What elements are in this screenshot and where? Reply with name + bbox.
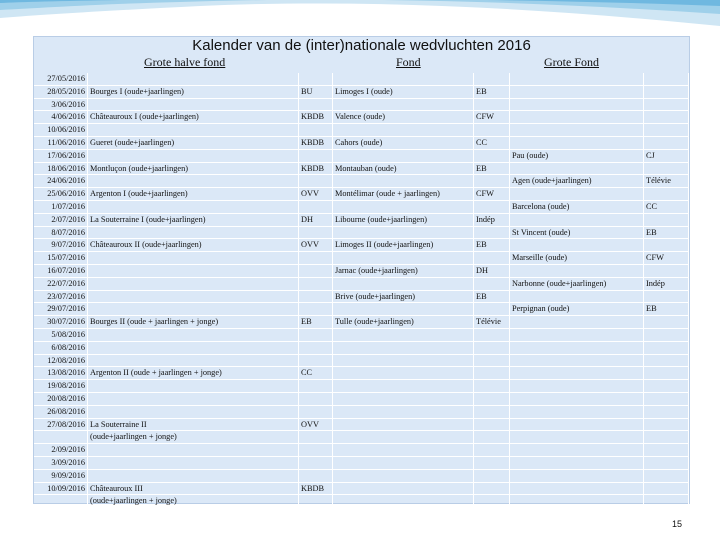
cell-grote-fond-organizer bbox=[644, 406, 689, 419]
cell-grote-fond-race: Agen (oude+jaarlingen) bbox=[510, 175, 644, 188]
cell-fond-organizer bbox=[474, 303, 510, 316]
cell-halve-fond-organizer bbox=[299, 406, 333, 419]
cell-grote-fond-organizer: CFW bbox=[644, 252, 689, 265]
cell-halve-fond-organizer bbox=[299, 278, 333, 291]
cell-grote-fond-organizer bbox=[644, 444, 689, 457]
cell-grote-fond-organizer: Indép bbox=[644, 278, 689, 291]
cell-halve-fond-organizer: EB bbox=[299, 316, 333, 329]
cell-fond-race bbox=[333, 278, 474, 291]
cell-fond-race bbox=[333, 201, 474, 214]
table-row bbox=[34, 214, 689, 227]
table-row bbox=[34, 73, 689, 86]
cell-halve-fond-organizer bbox=[299, 99, 333, 112]
cell-grote-fond-organizer bbox=[644, 316, 689, 329]
table-row bbox=[34, 431, 689, 444]
cell-fond-organizer bbox=[474, 355, 510, 368]
cell-fond-organizer: DH bbox=[474, 265, 510, 278]
cell-halve-fond-race: La Souterraine I (oude+jaarlingen) bbox=[88, 214, 299, 227]
cell-grote-fond-organizer: EB bbox=[644, 303, 689, 316]
cell-grote-fond-race: Marseille (oude) bbox=[510, 252, 644, 265]
cell-grote-fond-race bbox=[510, 291, 644, 304]
cell-halve-fond-race bbox=[88, 457, 299, 470]
cell-halve-fond-race: Argenton I (oude+jaarlingen) bbox=[88, 188, 299, 201]
cell-halve-fond-race bbox=[88, 252, 299, 265]
cell-halve-fond-race: (oude+jaarlingen + jonge) bbox=[88, 431, 299, 444]
cell-halve-fond-organizer: BU bbox=[299, 86, 333, 99]
cell-grote-fond-race: Narbonne (oude+jaarlingen) bbox=[510, 278, 644, 291]
cell-grote-fond-organizer: EB bbox=[644, 227, 689, 240]
cell-halve-fond-organizer: OVV bbox=[299, 239, 333, 252]
cell-date: 5/08/2016 bbox=[34, 329, 88, 342]
cell-fond-organizer: Indép bbox=[474, 214, 510, 227]
cell-fond-organizer bbox=[474, 367, 510, 380]
cell-grote-fond-organizer bbox=[644, 124, 689, 137]
cell-date: 30/07/2016 bbox=[34, 316, 88, 329]
table-row bbox=[34, 201, 689, 214]
table-row bbox=[34, 265, 689, 278]
cell-grote-fond-race bbox=[510, 99, 644, 112]
table-row bbox=[34, 239, 689, 252]
table-row bbox=[34, 124, 689, 137]
cell-date: 11/06/2016 bbox=[34, 137, 88, 150]
cell-fond-race: Montauban (oude) bbox=[333, 163, 474, 176]
cell-halve-fond-race bbox=[88, 278, 299, 291]
cell-grote-fond-race bbox=[510, 124, 644, 137]
cell-halve-fond-organizer: DH bbox=[299, 214, 333, 227]
cell-date: 23/07/2016 bbox=[34, 291, 88, 304]
cell-grote-fond-race bbox=[510, 470, 644, 483]
cell-halve-fond-race: Châteauroux III bbox=[88, 483, 299, 496]
cell-fond-race: Libourne (oude+jaarlingen) bbox=[333, 214, 474, 227]
cell-halve-fond-race: Châteauroux I (oude+jaarlingen) bbox=[88, 111, 299, 124]
cell-date: 13/08/2016 bbox=[34, 367, 88, 380]
cell-halve-fond-organizer bbox=[299, 380, 333, 393]
cell-date: 22/07/2016 bbox=[34, 278, 88, 291]
cell-fond-race bbox=[333, 175, 474, 188]
cell-halve-fond-race: Bourges I (oude+jaarlingen) bbox=[88, 86, 299, 99]
cell-halve-fond-race bbox=[88, 406, 299, 419]
cell-fond-organizer bbox=[474, 99, 510, 112]
cell-grote-fond-organizer bbox=[644, 111, 689, 124]
cell-fond-race bbox=[333, 252, 474, 265]
cell-fond-organizer: CFW bbox=[474, 188, 510, 201]
cell-grote-fond-organizer: CC bbox=[644, 201, 689, 214]
cell-grote-fond-race bbox=[510, 137, 644, 150]
table-row bbox=[34, 163, 689, 176]
cell-fond-organizer bbox=[474, 342, 510, 355]
cell-grote-fond-organizer bbox=[644, 239, 689, 252]
cell-fond-race: Montélimar (oude + jaarlingen) bbox=[333, 188, 474, 201]
cell-fond-race bbox=[333, 99, 474, 112]
cell-grote-fond-race bbox=[510, 214, 644, 227]
cell-fond-race bbox=[333, 470, 474, 483]
cell-grote-fond-race: St Vincent (oude) bbox=[510, 227, 644, 240]
cell-fond-organizer bbox=[474, 252, 510, 265]
cell-halve-fond-organizer bbox=[299, 342, 333, 355]
cell-halve-fond-organizer: KBDB bbox=[299, 163, 333, 176]
cell-date: 17/06/2016 bbox=[34, 150, 88, 163]
cell-grote-fond-organizer bbox=[644, 214, 689, 227]
cell-halve-fond-race bbox=[88, 380, 299, 393]
cell-fond-race bbox=[333, 150, 474, 163]
cell-fond-organizer bbox=[474, 444, 510, 457]
cell-fond-race bbox=[333, 303, 474, 316]
cell-halve-fond-organizer bbox=[299, 355, 333, 368]
cell-grote-fond-organizer bbox=[644, 367, 689, 380]
cell-fond-organizer bbox=[474, 431, 510, 444]
cell-halve-fond-organizer bbox=[299, 444, 333, 457]
cell-halve-fond-organizer bbox=[299, 329, 333, 342]
cell-fond-organizer bbox=[474, 227, 510, 240]
cell-date: 24/06/2016 bbox=[34, 175, 88, 188]
table-row bbox=[34, 111, 689, 124]
cell-fond-race bbox=[333, 406, 474, 419]
cell-halve-fond-organizer bbox=[299, 150, 333, 163]
cell-halve-fond-organizer bbox=[299, 124, 333, 137]
cell-grote-fond-organizer bbox=[644, 137, 689, 150]
cell-grote-fond-race bbox=[510, 380, 644, 393]
cell-halve-fond-race bbox=[88, 227, 299, 240]
cell-grote-fond-race bbox=[510, 86, 644, 99]
cell-grote-fond-race bbox=[510, 457, 644, 470]
cell-halve-fond-organizer: OVV bbox=[299, 419, 333, 432]
cell-grote-fond-race bbox=[510, 406, 644, 419]
cell-fond-organizer bbox=[474, 457, 510, 470]
table-row bbox=[34, 444, 689, 457]
cell-halve-fond-race: Gueret (oude+jaarlingen) bbox=[88, 137, 299, 150]
cell-halve-fond-race: Montluçon (oude+jaarlingen) bbox=[88, 163, 299, 176]
column-header-fond: Fond bbox=[396, 55, 421, 69]
cell-grote-fond-race bbox=[510, 355, 644, 368]
cell-halve-fond-race bbox=[88, 175, 299, 188]
cell-fond-organizer bbox=[474, 329, 510, 342]
cell-fond-organizer bbox=[474, 470, 510, 483]
cell-halve-fond-organizer: OVV bbox=[299, 188, 333, 201]
cell-date: 4/06/2016 bbox=[34, 111, 88, 124]
table-row bbox=[34, 342, 689, 355]
cell-fond-race bbox=[333, 457, 474, 470]
cell-fond-organizer bbox=[474, 124, 510, 137]
cell-grote-fond-race bbox=[510, 73, 644, 86]
cell-fond-race bbox=[333, 419, 474, 432]
cell-grote-fond-organizer bbox=[644, 457, 689, 470]
table-row bbox=[34, 175, 689, 188]
cell-grote-fond-race: Barcelona (oude) bbox=[510, 201, 644, 214]
cell-halve-fond-race: La Souterraine II bbox=[88, 419, 299, 432]
cell-grote-fond-organizer bbox=[644, 380, 689, 393]
cell-fond-organizer bbox=[474, 175, 510, 188]
cell-grote-fond-race bbox=[510, 329, 644, 342]
cell-halve-fond-race bbox=[88, 124, 299, 137]
cell-fond-race: Limoges II (oude+jaarlingen) bbox=[333, 239, 474, 252]
schedule-table bbox=[34, 73, 689, 508]
schedule-panel bbox=[33, 36, 690, 504]
table-row bbox=[34, 86, 689, 99]
cell-halve-fond-race: Bourges II (oude + jaarlingen + jonge) bbox=[88, 316, 299, 329]
cell-fond-organizer bbox=[474, 73, 510, 86]
cell-grote-fond-race bbox=[510, 265, 644, 278]
table-row bbox=[34, 316, 689, 329]
cell-grote-fond-organizer: Télévie bbox=[644, 175, 689, 188]
table-row bbox=[34, 137, 689, 150]
cell-halve-fond-organizer bbox=[299, 265, 333, 278]
cell-grote-fond-organizer bbox=[644, 265, 689, 278]
cell-halve-fond-race bbox=[88, 201, 299, 214]
cell-date: 10/09/2016 bbox=[34, 483, 88, 496]
table-row bbox=[34, 99, 689, 112]
cell-date: 15/07/2016 bbox=[34, 252, 88, 265]
cell-fond-organizer bbox=[474, 278, 510, 291]
cell-date: 8/07/2016 bbox=[34, 227, 88, 240]
cell-grote-fond-race bbox=[510, 163, 644, 176]
cell-fond-organizer: EB bbox=[474, 239, 510, 252]
table-row bbox=[34, 252, 689, 265]
table-row bbox=[34, 380, 689, 393]
cell-fond-organizer bbox=[474, 201, 510, 214]
cell-grote-fond-race bbox=[510, 495, 644, 508]
cell-grote-fond-race bbox=[510, 342, 644, 355]
table-row bbox=[34, 329, 689, 342]
cell-grote-fond-organizer bbox=[644, 342, 689, 355]
cell-grote-fond-organizer bbox=[644, 329, 689, 342]
table-row bbox=[34, 150, 689, 163]
cell-grote-fond-organizer bbox=[644, 163, 689, 176]
table-row bbox=[34, 303, 689, 316]
cell-grote-fond-race: Pau (oude) bbox=[510, 150, 644, 163]
table-row bbox=[34, 483, 689, 496]
cell-grote-fond-organizer bbox=[644, 291, 689, 304]
cell-fond-race: Brive (oude+jaarlingen) bbox=[333, 291, 474, 304]
cell-grote-fond-organizer bbox=[644, 419, 689, 432]
cell-halve-fond-organizer bbox=[299, 470, 333, 483]
cell-halve-fond-race bbox=[88, 291, 299, 304]
cell-halve-fond-race bbox=[88, 470, 299, 483]
cell-halve-fond-organizer bbox=[299, 252, 333, 265]
cell-halve-fond-race bbox=[88, 99, 299, 112]
cell-fond-race: Cahors (oude) bbox=[333, 137, 474, 150]
cell-fond-organizer bbox=[474, 495, 510, 508]
cell-halve-fond-organizer bbox=[299, 201, 333, 214]
cell-grote-fond-organizer: CJ bbox=[644, 150, 689, 163]
cell-date bbox=[34, 495, 88, 508]
cell-fond-race bbox=[333, 124, 474, 137]
cell-fond-race bbox=[333, 355, 474, 368]
cell-halve-fond-race bbox=[88, 393, 299, 406]
table-row bbox=[34, 367, 689, 380]
cell-fond-organizer: CC bbox=[474, 137, 510, 150]
cell-grote-fond-organizer bbox=[644, 483, 689, 496]
cell-halve-fond-race bbox=[88, 150, 299, 163]
cell-date: 12/08/2016 bbox=[34, 355, 88, 368]
cell-fond-race bbox=[333, 367, 474, 380]
cell-fond-organizer: Télévie bbox=[474, 316, 510, 329]
cell-date: 25/06/2016 bbox=[34, 188, 88, 201]
cell-halve-fond-race bbox=[88, 329, 299, 342]
table-row bbox=[34, 495, 689, 508]
column-header-grote-fond: Grote Fond bbox=[544, 55, 599, 69]
cell-halve-fond-race bbox=[88, 303, 299, 316]
cell-date: 28/05/2016 bbox=[34, 86, 88, 99]
table-row bbox=[34, 227, 689, 240]
cell-fond-race: Valence (oude) bbox=[333, 111, 474, 124]
cell-grote-fond-race: Perpignan (oude) bbox=[510, 303, 644, 316]
cell-fond-organizer bbox=[474, 380, 510, 393]
cell-grote-fond-organizer bbox=[644, 431, 689, 444]
cell-fond-race bbox=[333, 444, 474, 457]
page-title: Kalender van de (inter)nationale wedvluchten 2016 bbox=[192, 37, 531, 54]
cell-fond-organizer bbox=[474, 393, 510, 406]
cell-grote-fond-race bbox=[510, 239, 644, 252]
cell-halve-fond-organizer: KBDB bbox=[299, 137, 333, 150]
cell-date: 29/07/2016 bbox=[34, 303, 88, 316]
cell-fond-race bbox=[333, 73, 474, 86]
cell-halve-fond-race: Châteauroux II (oude+jaarlingen) bbox=[88, 239, 299, 252]
cell-grote-fond-race bbox=[510, 393, 644, 406]
cell-fond-organizer: CFW bbox=[474, 111, 510, 124]
cell-grote-fond-race bbox=[510, 316, 644, 329]
cell-fond-race bbox=[333, 329, 474, 342]
cell-date: 3/09/2016 bbox=[34, 457, 88, 470]
cell-grote-fond-race bbox=[510, 188, 644, 201]
cell-date: 3/06/2016 bbox=[34, 99, 88, 112]
cell-date: 27/08/2016 bbox=[34, 419, 88, 432]
cell-halve-fond-organizer bbox=[299, 73, 333, 86]
cell-date bbox=[34, 431, 88, 444]
cell-fond-race bbox=[333, 393, 474, 406]
cell-date: 2/07/2016 bbox=[34, 214, 88, 227]
cell-fond-organizer: EB bbox=[474, 163, 510, 176]
cell-halve-fond-race bbox=[88, 342, 299, 355]
cell-halve-fond-organizer bbox=[299, 495, 333, 508]
cell-date: 6/08/2016 bbox=[34, 342, 88, 355]
table-row bbox=[34, 355, 689, 368]
cell-halve-fond-organizer: CC bbox=[299, 367, 333, 380]
cell-grote-fond-race bbox=[510, 419, 644, 432]
cell-grote-fond-race bbox=[510, 367, 644, 380]
table-row bbox=[34, 291, 689, 304]
cell-grote-fond-organizer bbox=[644, 393, 689, 406]
cell-halve-fond-race bbox=[88, 265, 299, 278]
cell-fond-organizer: EB bbox=[474, 86, 510, 99]
table-row bbox=[34, 278, 689, 291]
cell-halve-fond-organizer bbox=[299, 227, 333, 240]
cell-date: 10/06/2016 bbox=[34, 124, 88, 137]
cell-halve-fond-race: Argenton II (oude + jaarlingen + jonge) bbox=[88, 367, 299, 380]
cell-fond-race: Limoges I (oude) bbox=[333, 86, 474, 99]
cell-date: 27/05/2016 bbox=[34, 73, 88, 86]
cell-halve-fond-race bbox=[88, 73, 299, 86]
cell-date: 16/07/2016 bbox=[34, 265, 88, 278]
cell-date: 9/07/2016 bbox=[34, 239, 88, 252]
cell-fond-organizer bbox=[474, 483, 510, 496]
cell-fond-race bbox=[333, 380, 474, 393]
cell-halve-fond-race bbox=[88, 355, 299, 368]
cell-halve-fond-organizer: KBDB bbox=[299, 483, 333, 496]
cell-fond-race bbox=[333, 227, 474, 240]
cell-fond-race bbox=[333, 483, 474, 496]
table-row bbox=[34, 393, 689, 406]
cell-fond-race bbox=[333, 431, 474, 444]
table-row bbox=[34, 406, 689, 419]
cell-date: 19/08/2016 bbox=[34, 380, 88, 393]
cell-fond-race bbox=[333, 342, 474, 355]
cell-date: 18/06/2016 bbox=[34, 163, 88, 176]
cell-halve-fond-race bbox=[88, 444, 299, 457]
cell-date: 1/07/2016 bbox=[34, 201, 88, 214]
cell-halve-fond-organizer bbox=[299, 291, 333, 304]
cell-halve-fond-organizer bbox=[299, 393, 333, 406]
cell-fond-race: Tulle (oude+jaarlingen) bbox=[333, 316, 474, 329]
cell-fond-race bbox=[333, 495, 474, 508]
cell-fond-organizer bbox=[474, 150, 510, 163]
table-row bbox=[34, 419, 689, 432]
cell-fond-organizer: EB bbox=[474, 291, 510, 304]
cell-halve-fond-organizer bbox=[299, 457, 333, 470]
cell-date: 20/08/2016 bbox=[34, 393, 88, 406]
cell-grote-fond-organizer bbox=[644, 99, 689, 112]
cell-fond-organizer bbox=[474, 406, 510, 419]
cell-halve-fond-organizer bbox=[299, 175, 333, 188]
page-number: 15 bbox=[672, 519, 683, 529]
cell-grote-fond-organizer bbox=[644, 188, 689, 201]
cell-halve-fond-organizer: KBDB bbox=[299, 111, 333, 124]
cell-grote-fond-organizer bbox=[644, 470, 689, 483]
cell-grote-fond-organizer bbox=[644, 86, 689, 99]
table-row bbox=[34, 188, 689, 201]
cell-fond-race: Jarnac (oude+jaarlingen) bbox=[333, 265, 474, 278]
cell-grote-fond-race bbox=[510, 431, 644, 444]
table-row bbox=[34, 457, 689, 470]
cell-halve-fond-organizer bbox=[299, 303, 333, 316]
table-row bbox=[34, 470, 689, 483]
cell-grote-fond-race bbox=[510, 444, 644, 457]
cell-grote-fond-organizer bbox=[644, 495, 689, 508]
cell-date: 9/09/2016 bbox=[34, 470, 88, 483]
cell-date: 2/09/2016 bbox=[34, 444, 88, 457]
cell-grote-fond-organizer bbox=[644, 355, 689, 368]
cell-date: 26/08/2016 bbox=[34, 406, 88, 419]
cell-fond-organizer bbox=[474, 419, 510, 432]
cell-grote-fond-organizer bbox=[644, 73, 689, 86]
cell-grote-fond-race bbox=[510, 111, 644, 124]
cell-halve-fond-organizer bbox=[299, 431, 333, 444]
header-wave-decoration bbox=[0, 0, 720, 40]
cell-halve-fond-race: (oude+jaarlingen + jonge) bbox=[88, 495, 299, 508]
cell-grote-fond-race bbox=[510, 483, 644, 496]
column-header-grote-halve-fond: Grote halve fond bbox=[144, 55, 226, 69]
